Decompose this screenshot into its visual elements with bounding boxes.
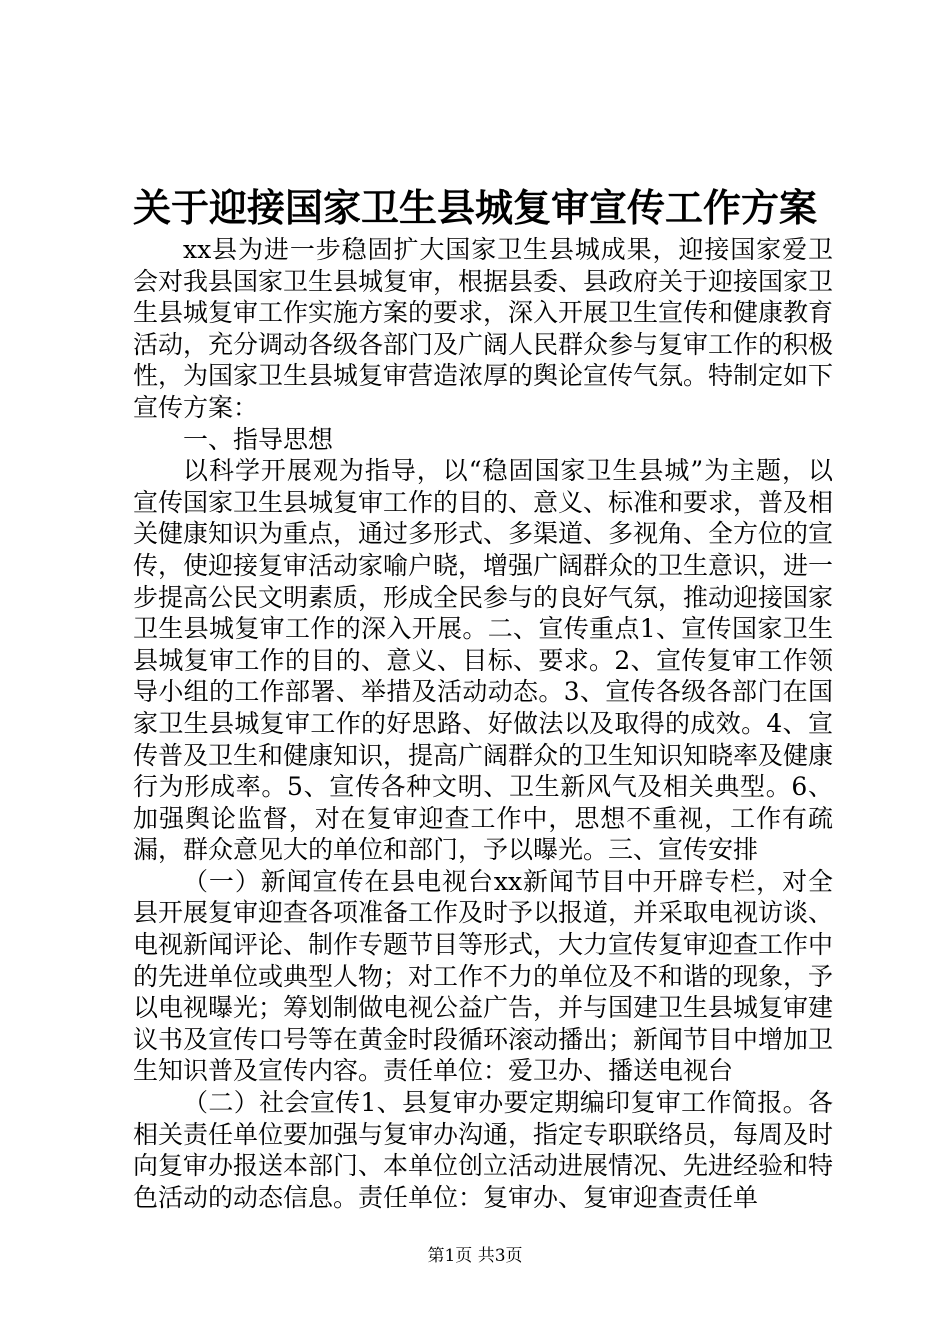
section-heading-guiding-thought: 一、指导思想 <box>183 424 334 454</box>
page-footer: 第1页 共3页 <box>427 1246 523 1266</box>
intro-paragraph: xx县为进一步稳固扩大国家卫生县城成果，迎接国家爱卫会对我县国家卫生县城复审，根据县委、县政府关于迎接国家卫生县城复审工作实施方案的要求，深入开展卫生宣传和健康教育活动，充分调动各级各部门及广阔人民群众参与复审工作的积极性，为国家卫生县城复审营造浓厚的舆论宣传气氛。特制定如下宣传方案： <box>133 235 834 422</box>
document-title: 关于迎接国家卫生县城复审宣传工作方案 <box>132 185 817 230</box>
news-publicity-paragraph: （一）新闻宣传在县电视台xx新闻节目中开辟专栏，对全县开展复审迎查各项准备工作及时予以报道，并采取电视访谈、电视新闻评论、制作专题节目等形式，大力宣传复审迎查工作中的先进单位或典型人物；对工作不力的单位及不和谐的现象，予以电视曝光；筹划制做电视公益广告，并与国建卫生县城复审建议书及宣传口号等在黄金时段循环滚动播出；新闻节目中增加卫生知识普及宣传内容。责任单位：爱卫办、播送电视台 <box>133 866 834 1086</box>
document-body <box>133 234 833 1213</box>
social-publicity-paragraph: （二）社会宣传1、县复审办要定期编印复审工作简报。各相关责任单位要加强与复审办沟通，指定专职联络员，每周及时向复审办报送本部门、本单位创立活动进展情况、先进经验和特色活动的动态信息。责任单位：复审办、复审迎查责任单 <box>133 1088 834 1212</box>
guiding-thought-paragraph: 以科学开展观为指导，以“稳固国家卫生县城”为主题，以宣传国家卫生县城复审工作的目的、意义、标准和要求，普及相关健康知识为重点，通过多形式、多渠道、多视角、全方位的宣传，使迎接复审活动家喻户晓，增强广阔群众的卫生意识，进一步提高公民文明素质，形成全民参与的良好气氛，推动迎接国家卫生县城复审工作的深入开展。二、宣传重点1、宣传国家卫生县城复审工作的目的、意义、目标、要求。2、宣传复审工作领导小组的工作部署、举措及活动动态。3、宣传各级各部门在国家卫生县城复审工作的好思路、好做法以及取得的成效。4、宣传普及卫生和健康知识，提高广阔群众的卫生知识知晓率及健康行为形成率。5、宣传各种文明、卫生新风气及相关典型。6、加强舆论监督，对在复审迎查工作中，思想不重视，工作有疏漏，群众意见大的单位和部门，予以曝光。三、宣传安排 <box>133 456 834 865</box>
